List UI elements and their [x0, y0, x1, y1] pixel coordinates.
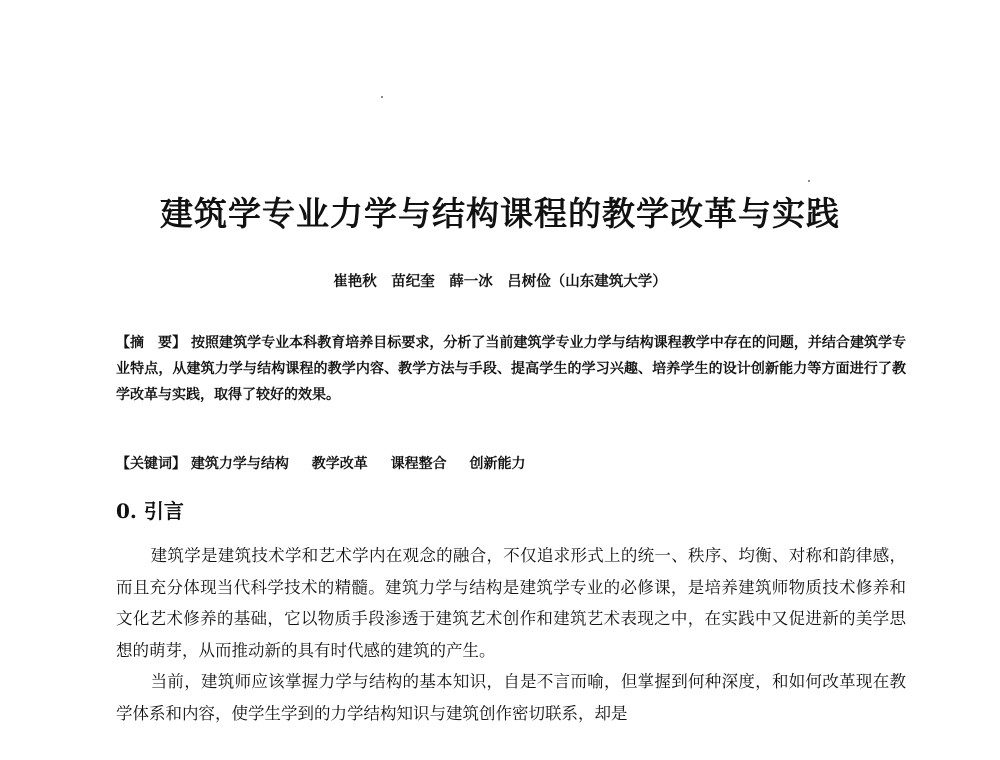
scan-speck — [381, 96, 383, 98]
keyword: 课程整合 — [390, 456, 447, 472]
abstract-text: 按照建筑学专业本科教育培养目标要求，分析了当前建筑学专业力学与结构课程教学中存在的问题，并结合建筑学专业特点，从建筑力学与结构课程的教学内容、教学方法与手段、提高学生的学习兴趣、培养学生的设计创新能力等方面进行了教学改革与实践，取得了较好的效果。 — [116, 335, 907, 403]
scan-speck — [808, 180, 810, 182]
section-heading: 0. 引言 — [116, 499, 184, 523]
keyword: 建筑力学与结构 — [190, 456, 289, 472]
keyword: 教学改革 — [311, 456, 368, 472]
keyword: 创新能力 — [469, 456, 526, 472]
paper-title: 建筑学专业力学与结构课程的教学改革与实践 — [160, 194, 840, 233]
keywords-label: 【关键词】 — [116, 456, 186, 472]
body-paragraph: 建筑学是建筑技术学和艺术学内在观念的融合，不仅追求形式上的统一、秩序、均衡、对称和韵律感，而且充分体现当代科学技术的精髓。建筑力学与结构是建筑学专业的必修课，是培养建筑师物质技术修养和文化艺术修养的基础，它以物质手段渗透于建筑艺术创作和建筑艺术表现之中，在实践中又促进新的美学思想的萌芽，从而推动新的具有时代感的建筑的产生。 — [116, 546, 906, 660]
abstract — [116, 330, 906, 408]
author-line: 崔艳秋 苗纪奎 薛一冰 吕树俭（山东建筑大学） — [333, 274, 667, 290]
body-paragraph: 当前，建筑师应该掌握力学与结构的基本知识，自是不言而喻，但掌握到何种深度，和如何改革现在教学体系和内容，使学生学到的力学结构知识与建筑创作密切联系，却是 — [116, 672, 906, 723]
keywords — [116, 452, 906, 476]
abstract-label: 【摘 要】 — [116, 335, 187, 351]
body-text — [116, 540, 906, 729]
